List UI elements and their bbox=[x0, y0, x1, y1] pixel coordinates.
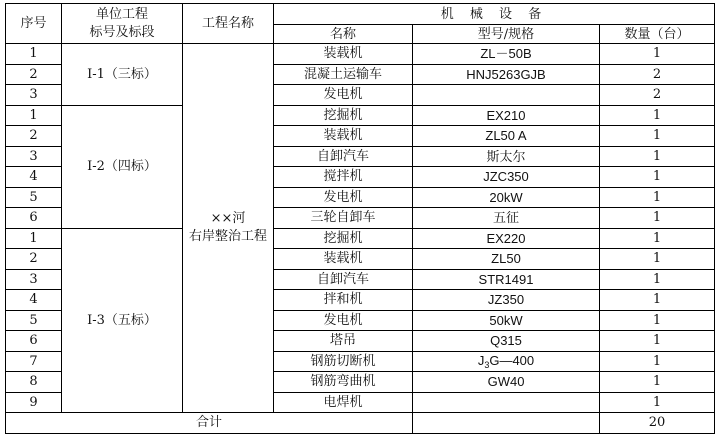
header-unit bbox=[62, 4, 183, 44]
equipment-model: Q315 bbox=[413, 331, 600, 352]
equipment-quantity: 1 bbox=[600, 208, 715, 229]
equipment-name: 钢筋弯曲机 bbox=[274, 372, 413, 393]
header-qty: 数量（台） bbox=[600, 25, 715, 44]
equipment-model: HNJ5263GJB bbox=[413, 64, 600, 85]
project-name bbox=[183, 44, 274, 413]
section-label: Ⅰ-3（五标） bbox=[62, 228, 183, 413]
equipment-model: ZL50 bbox=[413, 249, 600, 270]
equipment-name: 装载机 bbox=[274, 249, 413, 270]
equipment-model: 斯太尔 bbox=[413, 146, 600, 167]
equipment-name: 搅拌机 bbox=[274, 167, 413, 188]
equipment-quantity: 2 bbox=[600, 64, 715, 85]
equipment-quantity: 1 bbox=[600, 372, 715, 393]
equipment-model: ZL－50B bbox=[413, 44, 600, 65]
row-number: 6 bbox=[6, 208, 62, 229]
equipment-model: 50kW bbox=[413, 310, 600, 331]
equipment-name: 混凝土运输车 bbox=[274, 64, 413, 85]
total-label: 合计 bbox=[6, 413, 413, 434]
row-number: 3 bbox=[6, 269, 62, 290]
row-number: 7 bbox=[6, 351, 62, 372]
equipment-quantity: 1 bbox=[600, 146, 715, 167]
equipment-name: 装载机 bbox=[274, 44, 413, 65]
table-row bbox=[6, 44, 715, 65]
row-number: 2 bbox=[6, 249, 62, 270]
equipment-model: GW40 bbox=[413, 372, 600, 393]
equipment-model: EX220 bbox=[413, 228, 600, 249]
row-number: 9 bbox=[6, 392, 62, 413]
equipment-model: STR1491 bbox=[413, 269, 600, 290]
equipment-name: 装载机 bbox=[274, 126, 413, 147]
row-number: 5 bbox=[6, 310, 62, 331]
equipment-model: 五征 bbox=[413, 208, 600, 229]
row-number: 8 bbox=[6, 372, 62, 393]
equipment-name: 自卸汽车 bbox=[274, 269, 413, 290]
equipment-model: EX210 bbox=[413, 105, 600, 126]
equipment-name: 挖掘机 bbox=[274, 228, 413, 249]
equipment-table-body bbox=[6, 4, 715, 434]
header-project: 工程名称 bbox=[183, 4, 274, 44]
equipment-quantity: 1 bbox=[600, 187, 715, 208]
equipment-name: 三轮自卸车 bbox=[274, 208, 413, 229]
row-number: 3 bbox=[6, 85, 62, 106]
section-label: Ⅰ-2（四标） bbox=[62, 105, 183, 228]
project-name-line2: 右岸整治工程 bbox=[188, 229, 267, 244]
equipment-quantity: 1 bbox=[600, 167, 715, 188]
section-label: Ⅰ-1（三标） bbox=[62, 44, 183, 106]
row-number: 6 bbox=[6, 331, 62, 352]
row-number: 5 bbox=[6, 187, 62, 208]
row-number: 4 bbox=[6, 167, 62, 188]
equipment-model: JZC350 bbox=[413, 167, 600, 188]
equipment-table bbox=[5, 3, 715, 434]
row-number: 2 bbox=[6, 126, 62, 147]
header-unit-line1: 单位工程 bbox=[95, 6, 148, 22]
table-row bbox=[6, 228, 715, 249]
row-number: 1 bbox=[6, 44, 62, 65]
equipment-model bbox=[413, 392, 600, 413]
equipment-quantity: 1 bbox=[600, 331, 715, 352]
row-number: 3 bbox=[6, 146, 62, 167]
equipment-model: JZ350 bbox=[413, 290, 600, 311]
equipment-quantity: 1 bbox=[600, 310, 715, 331]
equipment-name: 塔吊 bbox=[274, 331, 413, 352]
row-number: 4 bbox=[6, 290, 62, 311]
equipment-model: ZL50 A bbox=[413, 126, 600, 147]
equipment-model-rest: G—400 bbox=[489, 352, 535, 368]
header-row bbox=[6, 4, 715, 25]
equipment-model-main: J bbox=[477, 352, 485, 368]
equipment-model-subscript: 3 bbox=[484, 359, 490, 370]
equipment-quantity: 1 bbox=[600, 105, 715, 126]
equipment-quantity: 1 bbox=[600, 392, 715, 413]
project-name-line1: ××河 bbox=[210, 211, 246, 226]
row-number: 1 bbox=[6, 105, 62, 126]
row-number: 1 bbox=[6, 228, 62, 249]
total-value: 20 bbox=[600, 413, 715, 434]
equipment-quantity: 1 bbox=[600, 249, 715, 270]
equipment-quantity: 1 bbox=[600, 269, 715, 290]
equipment-quantity: 1 bbox=[600, 44, 715, 65]
table-row bbox=[6, 105, 715, 126]
equipment-model bbox=[413, 351, 600, 372]
header-seq: 序号 bbox=[6, 4, 62, 44]
total-empty-cell bbox=[413, 413, 600, 434]
header-unit-line2: 标号及标段 bbox=[89, 24, 155, 40]
equipment-table-container bbox=[5, 3, 715, 434]
equipment-name: 自卸汽车 bbox=[274, 146, 413, 167]
equipment-name: 发电机 bbox=[274, 310, 413, 331]
header-model: 型号/规格 bbox=[413, 25, 600, 44]
header-equipment: 机 械 设 备 bbox=[274, 4, 715, 25]
equipment-name: 发电机 bbox=[274, 187, 413, 208]
row-number: 2 bbox=[6, 64, 62, 85]
equipment-quantity: 1 bbox=[600, 290, 715, 311]
equipment-quantity: 1 bbox=[600, 126, 715, 147]
equipment-quantity: 1 bbox=[600, 351, 715, 372]
equipment-quantity: 1 bbox=[600, 228, 715, 249]
equipment-name: 挖掘机 bbox=[274, 105, 413, 126]
total-row bbox=[6, 413, 715, 434]
equipment-model bbox=[413, 85, 600, 106]
equipment-name: 发电机 bbox=[274, 85, 413, 106]
equipment-quantity: 2 bbox=[600, 85, 715, 106]
header-name: 名称 bbox=[274, 25, 413, 44]
equipment-model: 20kW bbox=[413, 187, 600, 208]
equipment-name: 拌和机 bbox=[274, 290, 413, 311]
equipment-name: 钢筋切断机 bbox=[274, 351, 413, 372]
equipment-name: 电焊机 bbox=[274, 392, 413, 413]
